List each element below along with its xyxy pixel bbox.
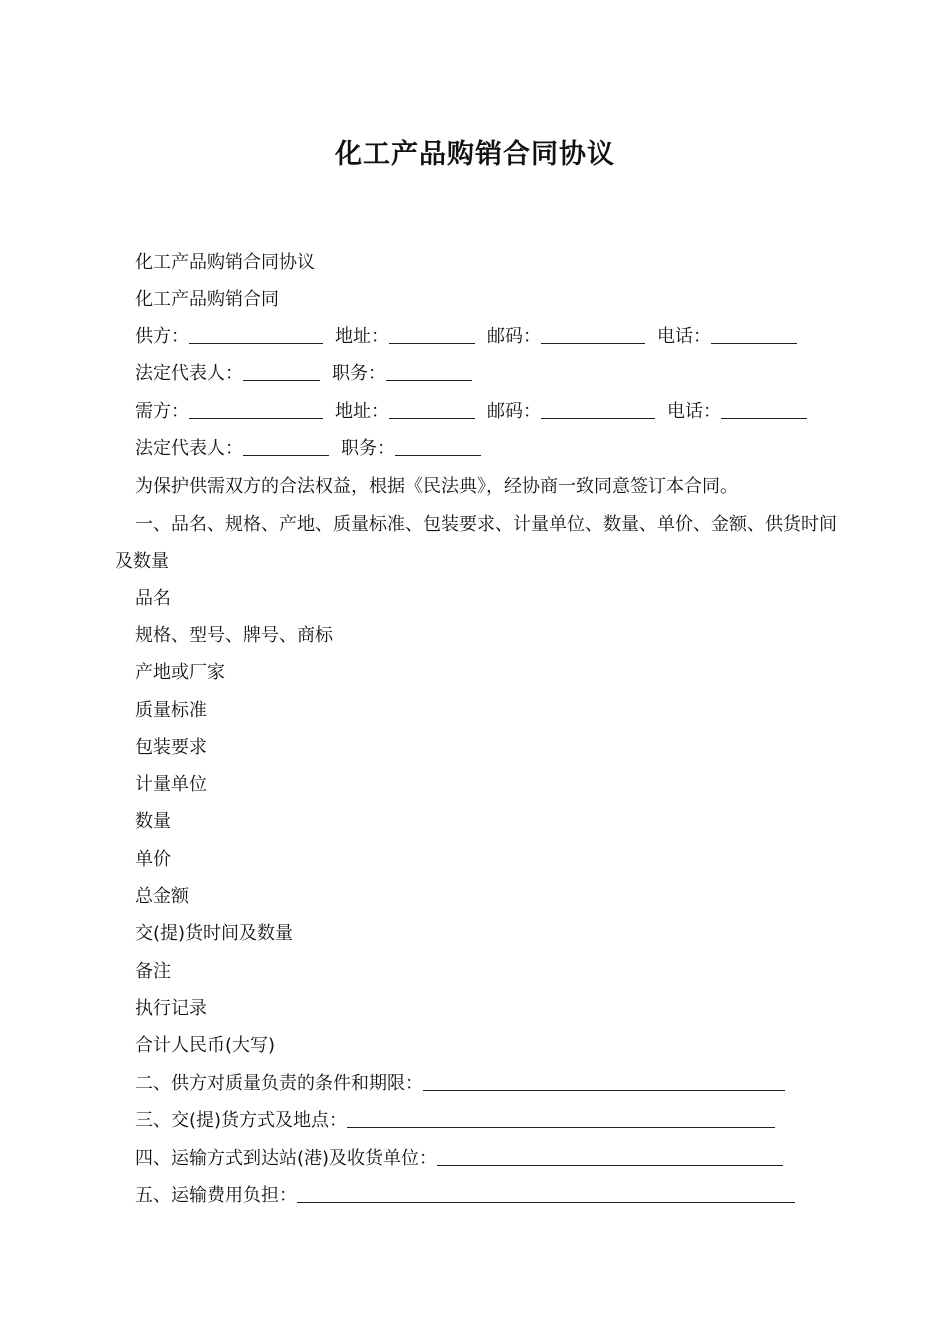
supplier-postcode-label: 邮码：	[487, 326, 541, 347]
buyer-rep-label: 法定代表人：	[135, 438, 243, 459]
buyer-label: 需方：	[135, 401, 189, 422]
item-price: 单价	[135, 849, 171, 870]
item-unit: 计量单位	[135, 774, 207, 795]
supplier-phone-label: 电话：	[657, 326, 711, 347]
buyer-rep-blank	[243, 437, 329, 456]
buyer-blank	[189, 400, 323, 419]
clause-2-blank	[423, 1072, 785, 1091]
buyer-address-label: 地址：	[335, 401, 389, 422]
clause-3-blank	[347, 1109, 775, 1128]
supplier-address-label: 地址：	[335, 326, 389, 347]
buyer-postcode-blank	[541, 400, 655, 419]
buyer-contact-row	[135, 400, 807, 424]
clause-2	[135, 1072, 785, 1096]
supplier-address-blank	[389, 325, 475, 344]
heading-line-2: 化工产品购销合同	[135, 289, 279, 310]
clause-5-label: 五、运输费用负担：	[135, 1185, 297, 1206]
item-delivery-time: 交(提)货时间及数量	[135, 923, 294, 944]
clause-2-label: 二、供方对质量负责的条件和期限：	[135, 1073, 423, 1094]
buyer-postcode-label: 邮码：	[487, 401, 541, 422]
clause-4-blank	[437, 1147, 783, 1166]
document-title: 化工产品购销合同协议	[335, 139, 615, 170]
supplier-label: 供方：	[135, 326, 189, 347]
supplier-rep-blank	[243, 362, 320, 381]
buyer-address-blank	[389, 400, 475, 419]
supplier-contact-row	[135, 325, 797, 349]
item-total: 总金额	[135, 886, 189, 907]
supplier-position-blank	[386, 362, 472, 381]
item-spec: 规格、型号、牌号、商标	[135, 625, 333, 646]
buyer-phone-label: 电话：	[667, 401, 721, 422]
supplier-blank	[189, 325, 323, 344]
item-execution: 执行记录	[135, 998, 207, 1019]
item-total-rmb: 合计人民币(大写)	[135, 1035, 276, 1056]
buyer-position-blank	[395, 437, 481, 456]
clause-5-blank	[297, 1184, 795, 1203]
item-quantity: 数量	[135, 811, 171, 832]
supplier-rep-row	[135, 362, 472, 386]
clause-3-label: 三、交(提)货方式及地点：	[135, 1110, 348, 1131]
clause-1: 一、品名、规格、产地、质量标准、包装要求、计量单位、数量、单价、金额、供货时间及数量	[115, 514, 837, 572]
buyer-rep-row	[135, 437, 481, 461]
preamble: 为保护供需双方的合法权益，根据《民法典》，经协商一致同意签订本合同。	[135, 476, 738, 497]
item-origin: 产地或厂家	[135, 662, 225, 683]
buyer-phone-blank	[721, 400, 807, 419]
buyer-position-label: 职务：	[341, 438, 395, 459]
supplier-postcode-blank	[541, 325, 645, 344]
supplier-phone-blank	[711, 325, 797, 344]
clause-5	[135, 1184, 795, 1208]
supplier-rep-label: 法定代表人：	[135, 363, 243, 384]
clause-3	[135, 1109, 775, 1133]
item-quality: 质量标准	[135, 700, 207, 721]
item-remarks: 备注	[135, 961, 171, 982]
clause-4	[135, 1147, 783, 1171]
item-name: 品名	[135, 588, 171, 609]
clause-4-label: 四、运输方式到达站(港)及收货单位：	[135, 1148, 438, 1169]
supplier-position-label: 职务：	[332, 363, 386, 384]
item-packaging: 包装要求	[135, 737, 207, 758]
heading-line-1: 化工产品购销合同协议	[135, 252, 315, 273]
